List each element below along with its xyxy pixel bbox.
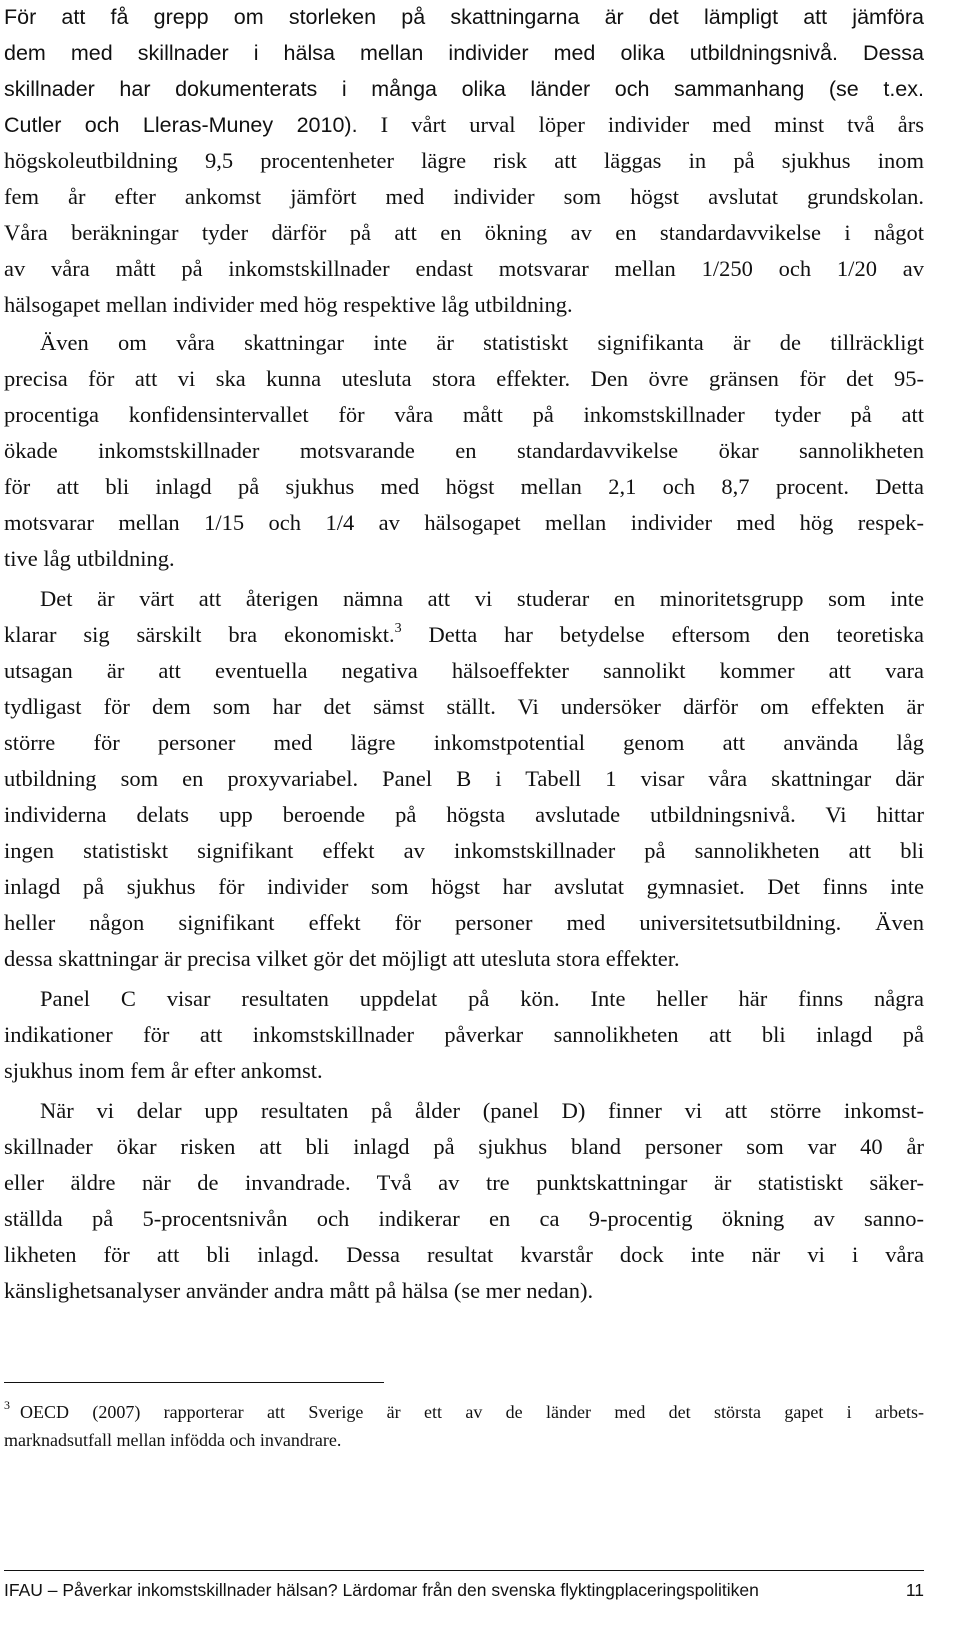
body-line: större för personer med lägre inkomstpotential genom att använda låg — [4, 730, 924, 755]
body-line — [4, 620, 924, 654]
body-line: skillnader ökar risken att bli inlagd på sjukhus bland personer som var 40 år — [4, 1134, 924, 1159]
body-line: heller någon signifikant effekt för personer med universitetsutbildning. Även — [4, 910, 924, 935]
body-line: Panel C visar resultaten uppdelat på kön. Inte heller här finns några — [40, 986, 924, 1011]
footnote-line — [4, 1400, 924, 1426]
body-line: likheten för att bli inlagd. Dessa resultat kvarstår dock inte när vi i våra — [4, 1242, 924, 1267]
body-line: av våra mått på inkomstskillnader endast motsvarar mellan 1/250 och 1/20 av — [4, 256, 924, 281]
body-line: fem år efter ankomst jämfört med individer som högst avslutat grundskolan. — [4, 184, 924, 209]
body-line: känslighetsanalyser använder andra mått på hälsa (se mer nedan). — [4, 1278, 594, 1303]
body-line: för att bli inlagd på sjukhus med högst mellan 2,1 och 8,7 procent. Detta — [4, 474, 924, 499]
body-line — [4, 110, 924, 140]
body-line: ökade inkomstskillnader motsvarande en standardavvikelse ökar sannolikheten — [4, 438, 924, 463]
body-line: skillnader har dokumenterats i många olika länder och sammanhang (se t.ex. — [4, 77, 924, 101]
body-line: Våra beräkningar tyder därför på att en ökning av en standardavvikelse i något — [4, 220, 924, 245]
body-line: utsagan är att eventuella negativa hälsoeffekter sannolikt kommer att vara — [4, 658, 924, 683]
body-line: Det är värt att återigen nämna att vi studerar en minoritetsgrupp som inte — [40, 586, 924, 611]
body-line: sjukhus inom fem år efter ankomst. — [4, 1058, 323, 1083]
footnote-number: 3 — [4, 1398, 10, 1412]
body-line: För att få grepp om storleken på skattningarna är det lämpligt att jämföra — [4, 5, 924, 29]
footnote-line: marknadsutfall mellan infödda och invandrare. — [4, 1430, 342, 1450]
footnote-separator — [4, 1382, 384, 1383]
body-text: I vårt urval löper individer med minst två års — [357, 112, 924, 137]
body-line: hälsogapet mellan individer med hög respektive låg utbildning. — [4, 292, 573, 317]
body-line: Även om våra skattningar inte är statistiskt signifikanta är de tillräckligt — [40, 330, 924, 355]
page-number: 11 — [905, 1580, 924, 1600]
citation-text: Cutler och Lleras-Muney 2010). — [4, 113, 358, 137]
body-line: ställda på 5-procentsnivån och indikerar en ca 9-procentig ökning av sanno- — [4, 1206, 924, 1231]
body-line: dem med skillnader i hälsa mellan individer med olika utbildningsnivå. Dessa — [4, 41, 924, 65]
footnote-text: OECD (2007) rapporterar att Sverige är ett av de länder med det största gapet i arbets- — [20, 1402, 924, 1422]
body-text: Detta har betydelse eftersom den teoretiska — [401, 622, 924, 647]
body-line: individerna delats upp beroende på högsta avslutade utbildningsnivå. Vi hittar — [4, 802, 924, 827]
body-line: tydligast för dem som har det sämst ställt. Vi undersöker därför om effekten är — [4, 694, 924, 719]
running-footer: IFAU – Påverkar inkomstskillnader hälsan? Lärdomar från den svenska flyktingplaceringspolitiken — [4, 1580, 759, 1600]
body-line: ingen statistiskt signifikant effekt av inkomstskillnader på sannolikheten att bli — [4, 838, 924, 863]
body-line: indikationer för att inkomstskillnader påverkar sannolikheten att bli inlagd på — [4, 1022, 924, 1047]
body-line: motsvarar mellan 1/15 och 1/4 av hälsogapet mellan individer med hög respek- — [4, 510, 924, 535]
footnote-reference: 3 — [394, 621, 402, 636]
body-line: inlagd på sjukhus för individer som högst har avslutat gymnasiet. Det finns inte — [4, 874, 924, 899]
body-text: klarar sig särskilt bra ekonomiskt. — [4, 622, 395, 647]
body-line: högskoleutbildning 9,5 procentenheter lägre risk att läggas in på sjukhus inom — [4, 148, 924, 173]
footer-separator — [4, 1570, 924, 1571]
body-line: När vi delar upp resultaten på ålder (panel D) finner vi att större inkomst- — [40, 1098, 924, 1123]
body-line: utbildning som en proxyvariabel. Panel B i Tabell 1 visar våra skattningar där — [4, 766, 924, 791]
body-line: tive låg utbildning. — [4, 546, 175, 571]
body-line: dessa skattningar är precisa vilket gör det möjligt att utesluta stora effekter. — [4, 946, 680, 971]
body-line: eller äldre när de invandrade. Två av tre punktskattningar är statistiskt säker- — [4, 1170, 924, 1195]
body-line: precisa för att vi ska kunna utesluta stora effekter. Den övre gränsen för det 95- — [4, 366, 924, 391]
body-line: procentiga konfidensintervallet för våra mått på inkomstskillnader tyder på att — [4, 402, 924, 427]
